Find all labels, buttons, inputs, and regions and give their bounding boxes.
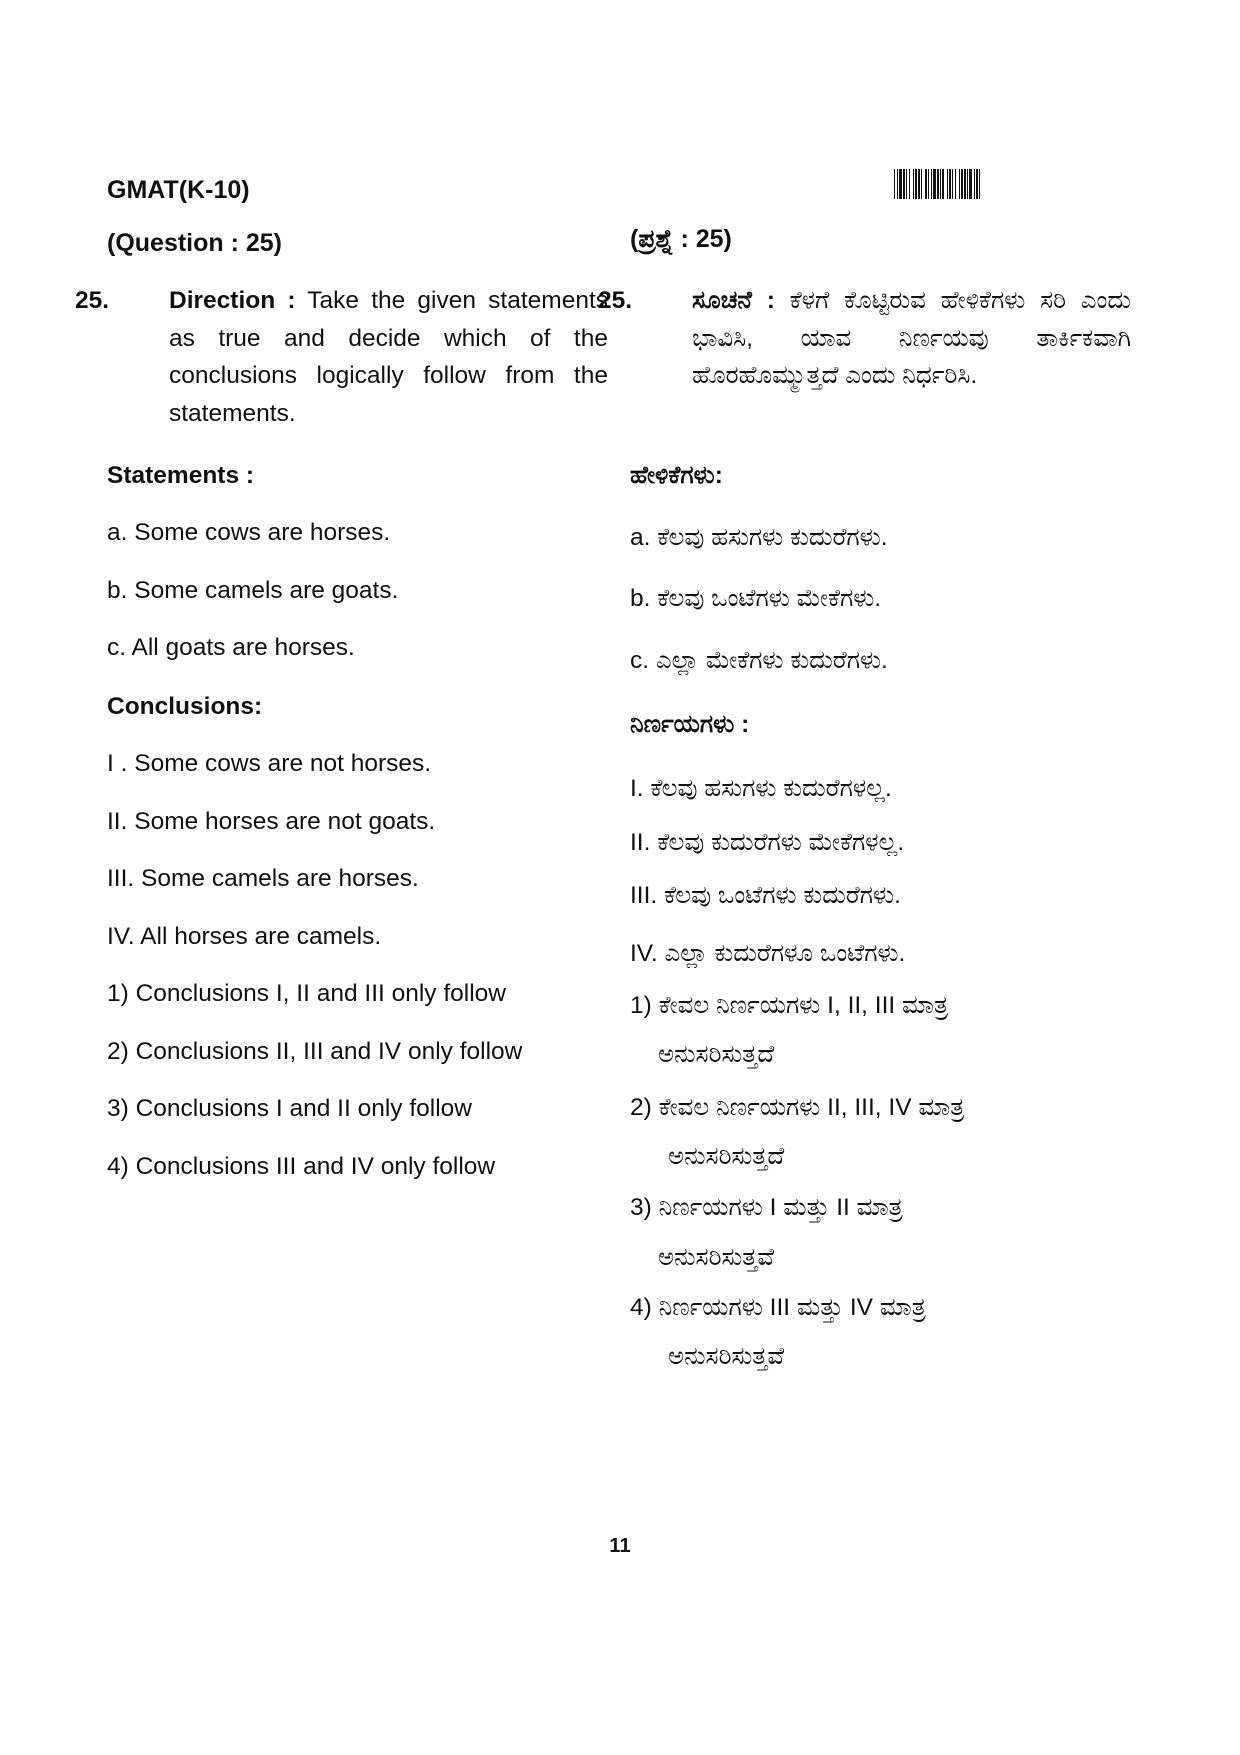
statements-label-kn: ಹೇಳಿಕೆಗಳು: <box>630 462 723 489</box>
page-number: 11 <box>609 1535 631 1557</box>
conclusion-3-kn: III. ಕೆಲವು ಒಂಟೆಗಳು ಕುದುರೆಗಳು. <box>630 882 901 909</box>
question-heading-kn: (ಪ್ರಶ್ನೆ : 25) <box>630 225 732 253</box>
exam-code: GMAT(K-10) <box>107 176 250 204</box>
direction-text-kn: ಕೆಳಗೆ ಕೊಟ್ಟಿರುವ ಹೇಳಿಕೆಗಳು ಸರಿ ಎಂದು ಭಾವಿಸಿ, ಯಾವ ನಿರ್ಣಯವು ತಾರ್ಕಿಕವಾಗಿ ಹೊರಹೊಮ್ಮುತ್ತದೆ ಎಂದು ನಿರ್ಧರಿಸಿ. <box>692 287 1131 389</box>
option-3-kn-line2: ಅನುಸರಿಸುತ್ತವೆ <box>658 1244 775 1271</box>
statement-a-en: a. Some cows are horses. <box>107 519 391 546</box>
conclusion-2-kn: II. ಕೆಲವು ಕುದುರೆಗಳು ಮೇಕೆಗಳಲ್ಲ. <box>630 829 905 856</box>
direction-label-en: Direction : <box>169 287 296 314</box>
question-number-kn: 25. <box>598 287 633 314</box>
conclusion-1-kn: I. ಕೆಲವು ಹಸುಗಳು ಕುದುರೆಗಳಲ್ಲ. <box>630 775 892 802</box>
conclusions-label-kn: ನಿರ್ಣಯಗಳು : <box>630 711 750 738</box>
conclusion-2-en: II. Some horses are not goats. <box>107 808 436 835</box>
option-4-kn-line1: 4) ನಿರ್ಣಯಗಳು III ಮತ್ತು IV ಮಾತ್ರ <box>630 1294 926 1321</box>
option-2-kn-line2: ಅನುಸರಿಸುತ್ತದೆ <box>668 1143 785 1170</box>
conclusion-3-en: III. Some camels are horses. <box>107 865 419 892</box>
statement-c-kn: c. ಎಲ್ಲಾ ಮೇಕೆಗಳು ಕುದುರೆಗಳು. <box>630 647 888 674</box>
option-1-en: 1) Conclusions I, II and III only follow <box>107 980 506 1007</box>
question-heading-en: (Question : 25) <box>107 229 283 257</box>
option-4-en: 4) Conclusions III and IV only follow <box>107 1153 496 1180</box>
conclusions-label-en: Conclusions: <box>107 693 263 720</box>
conclusion-4-kn: IV. ಎಲ್ಲಾ ಕುದುರೆಗಳೂ ಒಂಟೆಗಳು. <box>630 940 906 967</box>
direction-label-kn: ಸೂಚನೆ : <box>692 287 775 314</box>
option-3-en: 3) Conclusions I and II only follow <box>107 1095 472 1122</box>
statement-a-kn: a. ಕೆಲವು ಹಸುಗಳು ಕುದುರೆಗಳು. <box>630 524 888 551</box>
option-2-en: 2) Conclusions II, III and IV only follow <box>107 1038 523 1065</box>
statement-b-kn: b. ಕೆಲವು ಒಂಟೆಗಳು ಮೇಕೆಗಳು. <box>630 585 882 612</box>
option-1-kn-line2: ಅನುಸರಿಸುತ್ತದೆ <box>658 1041 775 1068</box>
direction-en <box>75 282 609 432</box>
option-1-kn-line1: 1) ಕೇವಲ ನಿರ್ಣಯಗಳು I, II, III ಮಾತ್ರ <box>630 992 948 1019</box>
barcode-graphic <box>894 169 1102 199</box>
direction-kn <box>598 282 1131 395</box>
option-2-kn-line1: 2) ಕೇವಲ ನಿರ್ಣಯಗಳು II, III, IV ಮಾತ್ರ <box>630 1094 965 1121</box>
option-3-kn-line1: 3) ನಿರ್ಣಯಗಳು I ಮತ್ತು II ಮಾತ್ರ <box>630 1194 903 1221</box>
statements-label-en: Statements : <box>107 462 255 489</box>
statement-c-en: c. All goats are horses. <box>107 634 355 661</box>
option-4-kn-line2: ಅನುಸರಿಸುತ್ತವೆ <box>668 1343 785 1370</box>
conclusion-4-en: IV. All horses are camels. <box>107 923 382 950</box>
conclusion-1-en: I . Some cows are not horses. <box>107 750 432 777</box>
question-number-en: 25. <box>75 287 110 314</box>
direction-text-en: Take the given statements as true and decide which of the conclusions logically follow from the statements. <box>169 287 609 427</box>
statement-b-en: b. Some camels are goats. <box>107 577 399 604</box>
